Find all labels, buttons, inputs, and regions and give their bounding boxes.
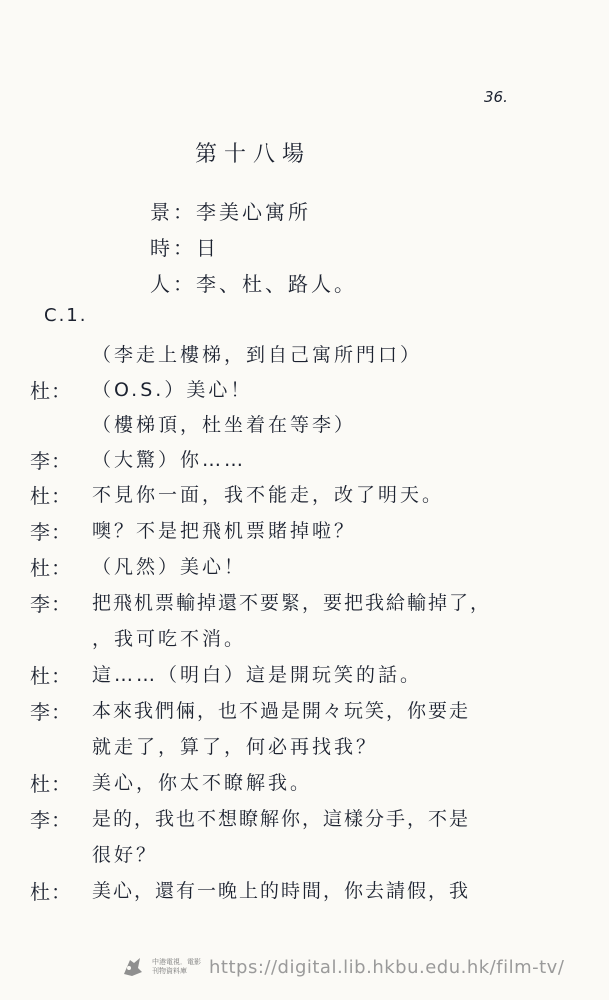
setting-place: 景：李美心寓所	[150, 200, 311, 224]
speaker-label: 杜：	[30, 484, 72, 508]
speaker-label: 李：	[30, 449, 72, 473]
dialogue-line: 美心，還有一晚上的時間，你去請假，我	[92, 880, 471, 902]
stage-direction: （樓梯頂，杜坐着在等李）	[92, 414, 357, 436]
speaker-label: 杜：	[30, 556, 72, 580]
dialogue-line: 本來我們倆，也不過是開々玩笑，你要走	[92, 700, 471, 722]
dialogue-line: 美心，你太不瞭解我。	[92, 772, 313, 794]
dialogue-line: （大驚）你……	[92, 449, 247, 471]
library-url-link[interactable]: https://digital.lib.hkbu.edu.hk/film-tv/	[209, 956, 565, 978]
setting-time: 時：日	[150, 236, 219, 260]
library-watermark	[120, 950, 564, 984]
setting-people: 人：李、杜、路人。	[150, 272, 357, 296]
dialogue-line: （O.S.）美心！	[92, 379, 253, 401]
stage-direction: （李走上樓梯，到自己寓所門口）	[92, 344, 423, 366]
dialogue-continuation: 就走了，算了，何必再找我？	[92, 736, 379, 758]
speaker-label: 李：	[30, 520, 72, 544]
dialogue-line: 不見你一面，我不能走，改了明天。	[92, 484, 445, 506]
library-name: 中港電視．電影 刊物資料庫	[152, 958, 201, 975]
speaker-label: 李：	[30, 700, 72, 724]
speaker-label: 杜：	[30, 772, 72, 796]
page-number: 36.	[484, 88, 508, 106]
scene-title: 第十八場	[195, 142, 312, 167]
dialogue-line: 噢？不是把飛机票賭掉啦？	[92, 520, 357, 542]
library-logo-icon	[120, 954, 146, 980]
shot-label: C.1.	[44, 305, 88, 326]
speaker-label: 李：	[30, 592, 72, 616]
dialogue-line: （凡然）美心！	[92, 556, 247, 578]
dialogue-line: 把飛机票輸掉還不要緊，要把我給輸掉了，	[92, 592, 492, 614]
speaker-label: 李：	[30, 808, 72, 832]
speaker-label: 杜：	[30, 379, 72, 403]
speaker-label: 杜：	[30, 664, 72, 688]
speaker-label: 杜：	[30, 880, 72, 904]
dialogue-line: 是的，我也不想瞭解你，這樣分手，不是	[92, 808, 471, 830]
dialogue-continuation: ，我可吃不消。	[92, 628, 247, 650]
dialogue-continuation: 很好？	[92, 844, 159, 866]
dialogue-line: 這……（明白）這是開玩笑的話。	[92, 664, 423, 686]
